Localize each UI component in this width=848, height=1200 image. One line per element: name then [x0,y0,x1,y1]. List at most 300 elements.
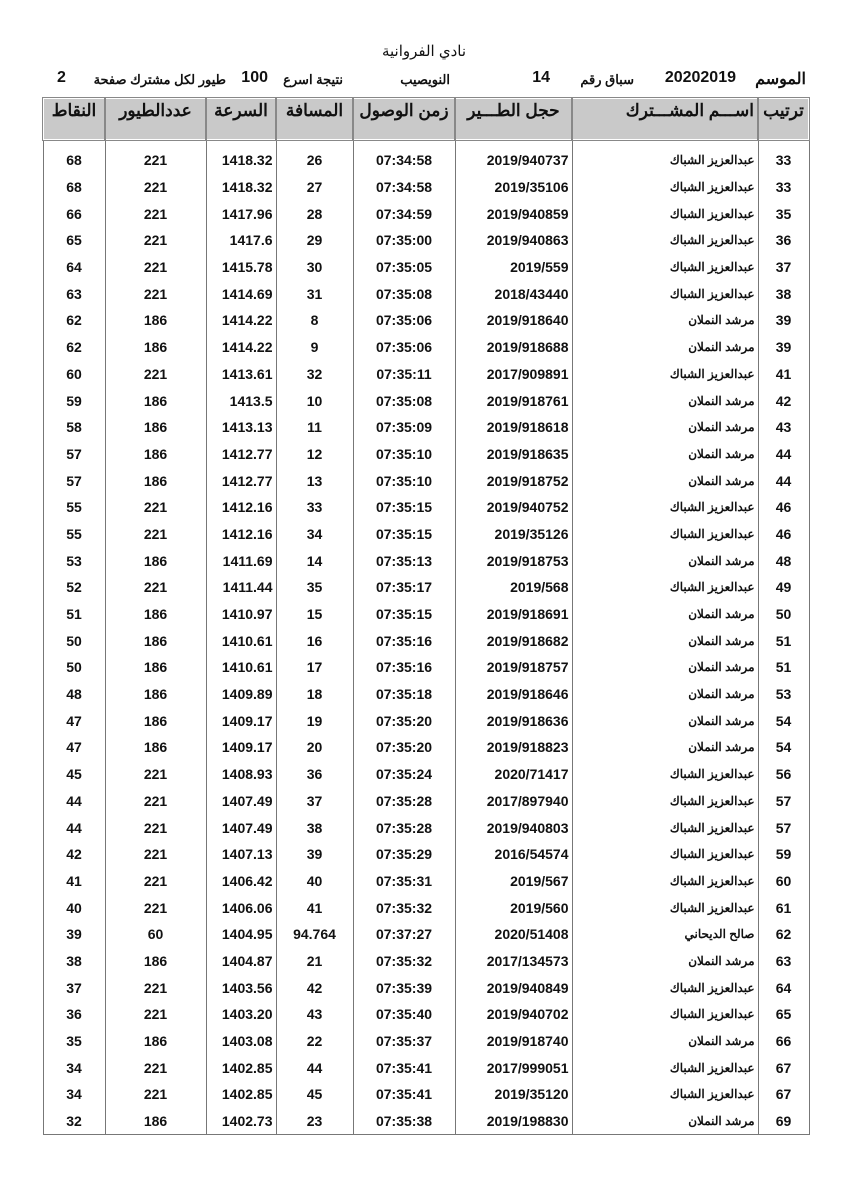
cell-points: 35 [43,1028,105,1055]
table-row [43,1001,809,1028]
cell-ring: 2019/918691 [455,601,572,628]
cell-birds: 186 [105,1108,206,1135]
table-row [43,1028,809,1055]
cell-speed: 1406.06 [206,894,276,921]
cell-ring: 2019/35120 [455,1081,572,1108]
cell-birds: 221 [105,521,206,548]
cell-dist: 15 [276,601,353,628]
cell-time: 07:35:24 [353,761,455,788]
cell-ring: 2019/940859 [455,200,572,227]
header-arrival: زمن الوصول [353,98,455,140]
cell-dist: 20 [276,734,353,761]
cell-ring: 2019/918753 [455,547,572,574]
cell-dist: 22 [276,1028,353,1055]
cell-speed: 1412.16 [206,494,276,521]
cell-ring: 2017/897940 [455,788,572,815]
cell-dist: 12 [276,441,353,468]
page-number: 2 [57,69,66,86]
cell-speed: 1417.96 [206,200,276,227]
cell-rank: 44 [758,467,809,494]
cell-points: 42 [43,841,105,868]
cell-birds: 221 [105,1054,206,1081]
cell-dist: 42 [276,974,353,1001]
cell-name: مرشد النملان [572,441,758,468]
cell-birds: 60 [105,921,206,948]
cell-speed: 1406.42 [206,868,276,895]
cell-birds: 186 [105,441,206,468]
cell-ring: 2019/940803 [455,814,572,841]
table-row [43,387,809,414]
cell-name: مرشد النملان [572,1108,758,1135]
cell-rank: 53 [758,681,809,708]
cell-time: 07:34:59 [353,200,455,227]
cell-rank: 43 [758,414,809,441]
cell-dist: 27 [276,174,353,201]
cell-points: 51 [43,601,105,628]
table-row [43,681,809,708]
cell-birds: 221 [105,841,206,868]
cell-points: 44 [43,788,105,815]
header-points: النقاط [43,98,105,140]
cell-rank: 42 [758,387,809,414]
table-row [43,948,809,975]
club-title: نادي الفروانية [381,43,467,60]
cell-points: 68 [43,147,105,174]
cell-ring: 2019/940737 [455,147,572,174]
cell-time: 07:35:38 [353,1108,455,1135]
cell-ring: 2019/940863 [455,227,572,254]
cell-name: عبدالعزيز الشباك [572,894,758,921]
cell-ring: 2019/918823 [455,734,572,761]
cell-ring: 2019/35126 [455,521,572,548]
cell-points: 40 [43,894,105,921]
cell-ring: 2019/918635 [455,441,572,468]
cell-speed: 1412.77 [206,441,276,468]
cell-birds: 221 [105,788,206,815]
cell-ring: 2017/909891 [455,361,572,388]
cell-birds: 221 [105,761,206,788]
cell-name: عبدالعزيز الشباك [572,1081,758,1108]
cell-ring: 2019/567 [455,868,572,895]
cell-name: عبدالعزيز الشباك [572,814,758,841]
cell-speed: 1418.32 [206,147,276,174]
cell-speed: 1410.61 [206,627,276,654]
cell-dist: 23 [276,1108,353,1135]
cell-name: مرشد النملان [572,627,758,654]
cell-name: عبدالعزيز الشباك [572,841,758,868]
cell-dist: 9 [276,334,353,361]
table-row [43,814,809,841]
cell-dist: 8 [276,307,353,334]
cell-points: 63 [43,280,105,307]
cell-rank: 63 [758,948,809,975]
table-row [43,894,809,921]
table-row [43,414,809,441]
cell-time: 07:35:31 [353,868,455,895]
cell-time: 07:35:10 [353,467,455,494]
cell-rank: 69 [758,1108,809,1135]
table-row [43,1108,809,1135]
cell-ring: 2019/918740 [455,1028,572,1055]
cell-speed: 1414.22 [206,307,276,334]
cell-time: 07:35:08 [353,280,455,307]
cell-birds: 221 [105,254,206,281]
cell-name: عبدالعزيز الشباك [572,1001,758,1028]
cell-name: عبدالعزيز الشباك [572,868,758,895]
cell-points: 52 [43,574,105,601]
cell-rank: 44 [758,441,809,468]
cell-points: 66 [43,200,105,227]
cell-dist: 44 [276,1054,353,1081]
cell-speed: 1407.49 [206,814,276,841]
cell-ring: 2019/940849 [455,974,572,1001]
cell-ring: 2019/940702 [455,1001,572,1028]
cell-birds: 186 [105,307,206,334]
cell-speed: 1409.17 [206,707,276,734]
table-row [43,921,809,948]
cell-rank: 65 [758,1001,809,1028]
cell-ring: 2016/54574 [455,841,572,868]
cell-rank: 51 [758,627,809,654]
race-number: 14 [532,69,550,86]
header-speed: السرعة [206,98,276,140]
cell-points: 41 [43,868,105,895]
cell-time: 07:35:20 [353,707,455,734]
header-name: اســـم المشـــترك [572,98,758,140]
table-row [43,707,809,734]
cell-rank: 41 [758,361,809,388]
cell-ring: 2019/559 [455,254,572,281]
cell-rank: 61 [758,894,809,921]
cell-points: 57 [43,441,105,468]
cell-speed: 1404.87 [206,948,276,975]
cell-rank: 36 [758,227,809,254]
cell-speed: 1403.20 [206,1001,276,1028]
cell-ring: 2019/35106 [455,174,572,201]
cell-dist: 11 [276,414,353,441]
cell-speed: 1414.22 [206,334,276,361]
cell-birds: 186 [105,387,206,414]
cell-time: 07:35:13 [353,547,455,574]
cell-birds: 221 [105,280,206,307]
cell-dist: 35 [276,574,353,601]
cell-dist: 14 [276,547,353,574]
cell-birds: 186 [105,654,206,681]
cell-birds: 186 [105,707,206,734]
cell-time: 07:35:16 [353,654,455,681]
season-value: 20202019 [664,69,736,86]
cell-birds: 221 [105,174,206,201]
cell-ring: 2019/918618 [455,414,572,441]
cell-dist: 29 [276,227,353,254]
cell-ring: 2019/940752 [455,494,572,521]
cell-name: صالح الديحاني [572,921,758,948]
cell-rank: 67 [758,1081,809,1108]
header-ring: حجل الطـــير [455,98,572,140]
cell-ring: 2020/51408 [455,921,572,948]
table-row [43,974,809,1001]
cell-name: عبدالعزيز الشباك [572,574,758,601]
table-row [43,521,809,548]
cell-rank: 51 [758,654,809,681]
cell-points: 62 [43,307,105,334]
cell-time: 07:35:17 [353,574,455,601]
cell-dist: 38 [276,814,353,841]
cell-speed: 1415.78 [206,254,276,281]
cell-points: 32 [43,1108,105,1135]
cell-time: 07:34:58 [353,147,455,174]
cell-time: 07:35:41 [353,1081,455,1108]
cell-ring: 2019/918636 [455,707,572,734]
cell-dist: 33 [276,494,353,521]
cell-ring: 2019/918682 [455,627,572,654]
cell-time: 07:35:40 [353,1001,455,1028]
table-row [43,601,809,628]
cell-time: 07:35:06 [353,334,455,361]
cell-speed: 1413.13 [206,414,276,441]
season-label: الموسم [755,71,806,88]
cell-birds: 186 [105,414,206,441]
cell-time: 07:37:27 [353,921,455,948]
cell-time: 07:35:10 [353,441,455,468]
cell-dist: 21 [276,948,353,975]
cell-time: 07:35:05 [353,254,455,281]
cell-time: 07:35:37 [353,1028,455,1055]
cell-points: 36 [43,1001,105,1028]
table-row [43,254,809,281]
cell-speed: 1410.61 [206,654,276,681]
cell-points: 34 [43,1081,105,1108]
cell-time: 07:35:15 [353,521,455,548]
table-row [43,227,809,254]
cell-dist: 19 [276,707,353,734]
cell-name: عبدالعزيز الشباك [572,521,758,548]
cell-time: 07:35:15 [353,494,455,521]
cell-dist: 26 [276,147,353,174]
cell-name: مرشد النملان [572,307,758,334]
cell-points: 48 [43,681,105,708]
cell-speed: 1403.08 [206,1028,276,1055]
cell-dist: 31 [276,280,353,307]
cell-birds: 221 [105,868,206,895]
table-row [43,200,809,227]
cell-birds: 186 [105,467,206,494]
cell-time: 07:35:08 [353,387,455,414]
cell-name: عبدالعزيز الشباك [572,788,758,815]
cell-points: 59 [43,387,105,414]
cell-points: 55 [43,494,105,521]
cell-time: 07:35:15 [353,601,455,628]
cell-speed: 1413.61 [206,361,276,388]
cell-points: 55 [43,521,105,548]
cell-name: مرشد النملان [572,734,758,761]
header-birds: عددالطيور [105,98,206,140]
cell-dist: 18 [276,681,353,708]
cell-birds: 221 [105,147,206,174]
cell-points: 60 [43,361,105,388]
cell-time: 07:35:29 [353,841,455,868]
cell-name: مرشد النملان [572,467,758,494]
cell-time: 07:35:39 [353,974,455,1001]
race-label: سباق رقم [580,72,634,87]
cell-ring: 2017/134573 [455,948,572,975]
spacer-row [43,140,809,147]
cell-dist: 43 [276,1001,353,1028]
cell-time: 07:35:32 [353,894,455,921]
cell-points: 47 [43,707,105,734]
cell-rank: 60 [758,868,809,895]
cell-time: 07:35:20 [353,734,455,761]
table-row [43,1081,809,1108]
cell-name: عبدالعزيز الشباك [572,361,758,388]
cell-rank: 57 [758,814,809,841]
cell-ring: 2019/918646 [455,681,572,708]
cell-name: مرشد النملان [572,387,758,414]
cell-points: 62 [43,334,105,361]
cell-points: 64 [43,254,105,281]
cell-points: 45 [43,761,105,788]
cell-dist: 32 [276,361,353,388]
cell-dist: 16 [276,627,353,654]
cell-birds: 221 [105,227,206,254]
cell-rank: 59 [758,841,809,868]
table-row [43,174,809,201]
cell-speed: 1407.13 [206,841,276,868]
cell-speed: 1402.85 [206,1081,276,1108]
cell-name: عبدالعزيز الشباك [572,200,758,227]
cell-speed: 1413.5 [206,387,276,414]
cell-points: 44 [43,814,105,841]
table-row [43,627,809,654]
table-row [43,547,809,574]
table-row [43,334,809,361]
cell-rank: 64 [758,974,809,1001]
cell-name: مرشد النملان [572,334,758,361]
header-rank: ترتيب [758,98,809,140]
cell-speed: 1410.97 [206,601,276,628]
cell-speed: 1412.77 [206,467,276,494]
cell-rank: 56 [758,761,809,788]
cell-speed: 1407.49 [206,788,276,815]
cell-time: 07:35:32 [353,948,455,975]
cell-rank: 37 [758,254,809,281]
per-member-label: طيور لكل مشترك صفحة [93,72,226,87]
cell-dist: 13 [276,467,353,494]
cell-name: عبدالعزيز الشباك [572,227,758,254]
table-row [43,574,809,601]
cell-birds: 186 [105,627,206,654]
race-location: النويصيب [400,72,450,87]
cell-dist: 94.764 [276,921,353,948]
cell-rank: 39 [758,307,809,334]
table-row [43,841,809,868]
cell-points: 39 [43,921,105,948]
table-row [43,868,809,895]
cell-time: 07:35:18 [353,681,455,708]
cell-name: مرشد النملان [572,654,758,681]
cell-name: مرشد النملان [572,707,758,734]
header-distance: المسافة [276,98,353,140]
cell-ring: 2019/198830 [455,1108,572,1135]
cell-speed: 1402.73 [206,1108,276,1135]
cell-points: 65 [43,227,105,254]
cell-ring: 2019/918640 [455,307,572,334]
cell-speed: 1404.95 [206,921,276,948]
cell-time: 07:35:11 [353,361,455,388]
cell-dist: 34 [276,521,353,548]
cell-name: عبدالعزيز الشباك [572,254,758,281]
cell-dist: 36 [276,761,353,788]
cell-birds: 221 [105,494,206,521]
cell-rank: 46 [758,494,809,521]
table-row [43,467,809,494]
cell-speed: 1411.44 [206,574,276,601]
cell-time: 07:35:28 [353,814,455,841]
cell-speed: 1412.16 [206,521,276,548]
cell-time: 07:35:41 [353,1054,455,1081]
cell-time: 07:35:28 [353,788,455,815]
table-row [43,147,809,174]
cell-speed: 1409.17 [206,734,276,761]
cell-points: 37 [43,974,105,1001]
cell-rank: 62 [758,921,809,948]
cell-birds: 221 [105,574,206,601]
cell-rank: 66 [758,1028,809,1055]
cell-birds: 221 [105,1001,206,1028]
fastest-label: نتيجة اسرع [283,72,343,87]
results-table [42,97,810,1135]
cell-ring: 2019/568 [455,574,572,601]
cell-name: مرشد النملان [572,547,758,574]
cell-birds: 221 [105,894,206,921]
table-row [43,280,809,307]
cell-birds: 221 [105,200,206,227]
cell-rank: 39 [758,334,809,361]
cell-points: 50 [43,654,105,681]
table-row [43,788,809,815]
cell-ring: 2019/918757 [455,654,572,681]
cell-points: 58 [43,414,105,441]
cell-speed: 1402.85 [206,1054,276,1081]
cell-name: مرشد النملان [572,601,758,628]
cell-name: عبدالعزيز الشباك [572,761,758,788]
cell-rank: 48 [758,547,809,574]
cell-time: 07:35:00 [353,227,455,254]
cell-name: مرشد النملان [572,414,758,441]
cell-time: 07:35:06 [353,307,455,334]
cell-name: عبدالعزيز الشباك [572,1054,758,1081]
cell-birds: 186 [105,948,206,975]
cell-birds: 186 [105,1028,206,1055]
cell-ring: 2019/560 [455,894,572,921]
cell-rank: 38 [758,280,809,307]
cell-birds: 186 [105,334,206,361]
cell-speed: 1403.56 [206,974,276,1001]
table-row [43,761,809,788]
cell-birds: 221 [105,974,206,1001]
cell-rank: 54 [758,734,809,761]
cell-dist: 41 [276,894,353,921]
cell-dist: 40 [276,868,353,895]
cell-birds: 186 [105,547,206,574]
header-row [43,98,809,140]
cell-dist: 39 [276,841,353,868]
cell-ring: 2019/918752 [455,467,572,494]
cell-time: 07:34:58 [353,174,455,201]
cell-birds: 186 [105,734,206,761]
table-row [43,441,809,468]
table-row [43,734,809,761]
